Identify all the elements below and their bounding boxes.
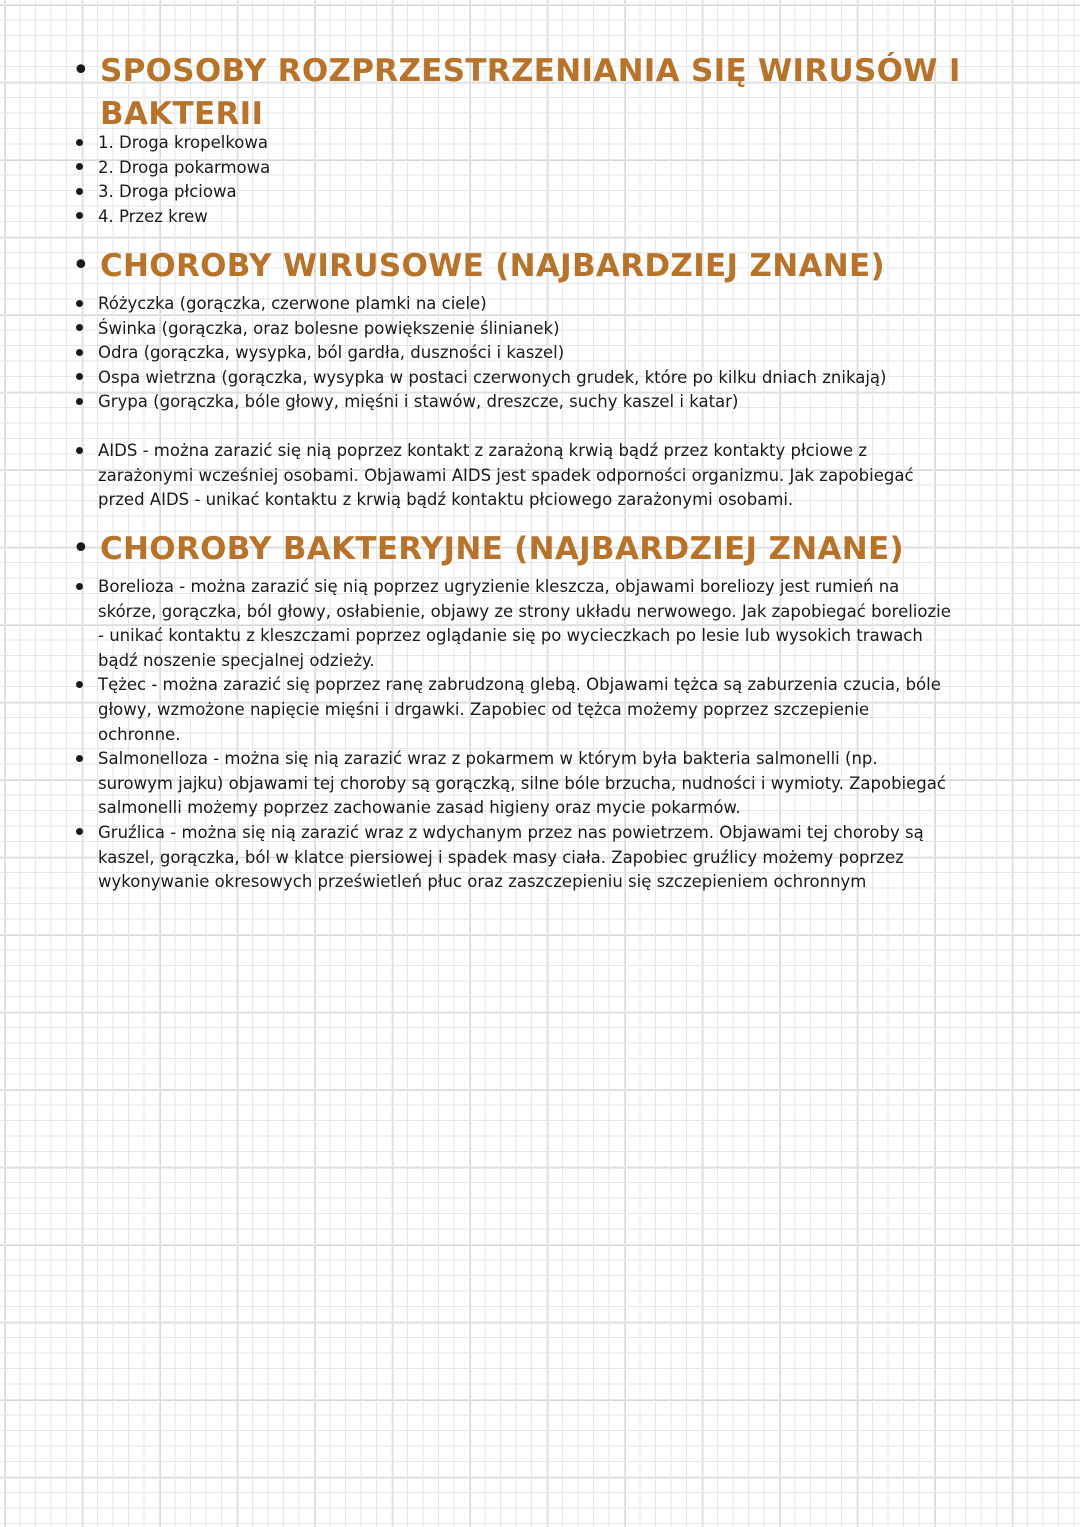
list-item	[72, 747, 952, 821]
spread-list	[72, 131, 952, 229]
list-item	[72, 575, 952, 673]
bullet-icon	[72, 747, 98, 772]
list-item	[72, 180, 952, 205]
bullet-icon	[72, 575, 98, 600]
list-item	[72, 366, 952, 391]
heading-viral	[72, 245, 1032, 288]
aids-text: AIDS - można zarazić się nią poprzez kontakt z zarażoną krwią bądź przez kontakty płciowe z zarażonymi wcześniej osobami. Objawami AIDS jest spadek odporności organizmu. Jak zapobiegać przed AIDS - unikać kontaktu z krwią bądź kontaktu płciowego zarażonymi osobami.	[98, 441, 914, 510]
bullet-icon	[72, 366, 98, 391]
list-item	[72, 821, 952, 895]
bullet-icon	[72, 205, 98, 230]
list-item	[72, 390, 952, 415]
list-item-text: Świnka (gorączka, oraz bolesne powiększenie ślinianek)	[98, 318, 560, 338]
list-item	[72, 131, 952, 156]
list-item	[72, 156, 952, 181]
heading-spread	[72, 50, 1032, 136]
list-item	[72, 439, 952, 513]
list-item-text: Grypa (gorączka, bóle głowy, mięśni i stawów, dreszcze, suchy kaszel i katar)	[98, 392, 739, 412]
list-item	[72, 341, 952, 366]
bullet-icon	[72, 317, 98, 342]
bullet-icon	[72, 821, 98, 846]
bullet-icon	[72, 156, 98, 181]
viral-list	[72, 292, 952, 415]
heading-spread-line2: BAKTERII	[100, 96, 264, 132]
aids-list	[72, 439, 952, 513]
list-item	[72, 317, 952, 342]
list-item-text: Salmonelloza - można się nią zarazić wraz z pokarmem w którym była bakteria salmonelli (np. surowym jajku) objawami tej choroby są gorączką, silne bóle brzucha, nudności i wymioty. Zapobiegać salmonelli możemy poprzez zachowanie zasad higieny oraz mycie pokarmów.	[98, 749, 946, 818]
list-item	[72, 292, 952, 317]
list-item-text: 1. Droga kropelkowa	[98, 133, 268, 152]
bullet-icon	[72, 439, 98, 464]
heading-bacterial-text: CHOROBY BAKTERYJNE (NAJBARDZIEJ ZNANE)	[100, 531, 904, 567]
heading-spread-line1: SPOSOBY ROZPRZESTRZENIANIA SIĘ WIRUSÓW I	[100, 53, 961, 89]
bullet-icon	[72, 341, 98, 366]
bullet-icon	[72, 292, 98, 317]
list-item-text: Ospa wietrzna (gorączka, wysypka w postaci czerwonych grudek, które po kilku dniach znikają)	[98, 367, 887, 387]
bullet-icon	[72, 673, 98, 698]
bullet-icon	[72, 390, 98, 415]
bullet-icon	[72, 131, 98, 156]
list-item	[72, 205, 952, 230]
list-item-text: 4. Przez krew	[98, 206, 208, 226]
list-item-text: Różyczka (gorączka, czerwone plamki na ciele)	[98, 294, 487, 313]
list-item-text: 3. Droga płciowa	[98, 182, 237, 202]
list-item-text: Odra (gorączka, wysypka, ból gardła, duszności i kaszel)	[98, 343, 565, 363]
heading-bullet-icon: •	[72, 531, 90, 566]
list-item-text: Gruźlica - można się nią zarazić wraz z wdychanym przez nas powietrzem. Objawami tej choroby są kaszel, gorączka, ból w klatce piersiowej i spadek masy ciała. Zapobiec gruźlicy możemy poprzez wykonywanie okresowych prześwietleń płuc oraz zaszczepieniu się szczepieniem ochronnym	[98, 822, 924, 892]
list-item-text: Tężec - można zarazić się poprzez ranę zabrudzoną glebą. Objawami tężca są zaburzenia czucia, bóle głowy, wzmożone napięcie mięśni i drgawki. Zapobiec od tężca możemy poprzez szczepienie ochronne.	[98, 675, 941, 744]
list-item	[72, 673, 952, 747]
bullet-icon	[72, 180, 98, 205]
list-item-text: Borelioza - można zarazić się nią poprzez ugryzienie kleszcza, objawami boreliozy jest rumień na skórze, gorączka, ból głowy, osłabienie, objawy ze strony układu nerwowego. Jak zapobiegać boreliozie - unikać kontaktu z kleszczami poprzez oglądanie się po wycieczkach po lesie lub wysokich trawach bądź noszenie specjalnej odzieży.	[98, 577, 951, 670]
heading-bacterial	[72, 528, 1032, 571]
heading-bullet-icon: •	[72, 53, 90, 88]
heading-viral-text: CHOROBY WIRUSOWE (NAJBARDZIEJ ZNANE)	[100, 248, 885, 284]
heading-bullet-icon: •	[72, 248, 90, 283]
list-item-text: 2. Droga pokarmowa	[98, 157, 271, 177]
bacterial-list	[72, 575, 952, 895]
heading-spread-text	[100, 50, 961, 136]
